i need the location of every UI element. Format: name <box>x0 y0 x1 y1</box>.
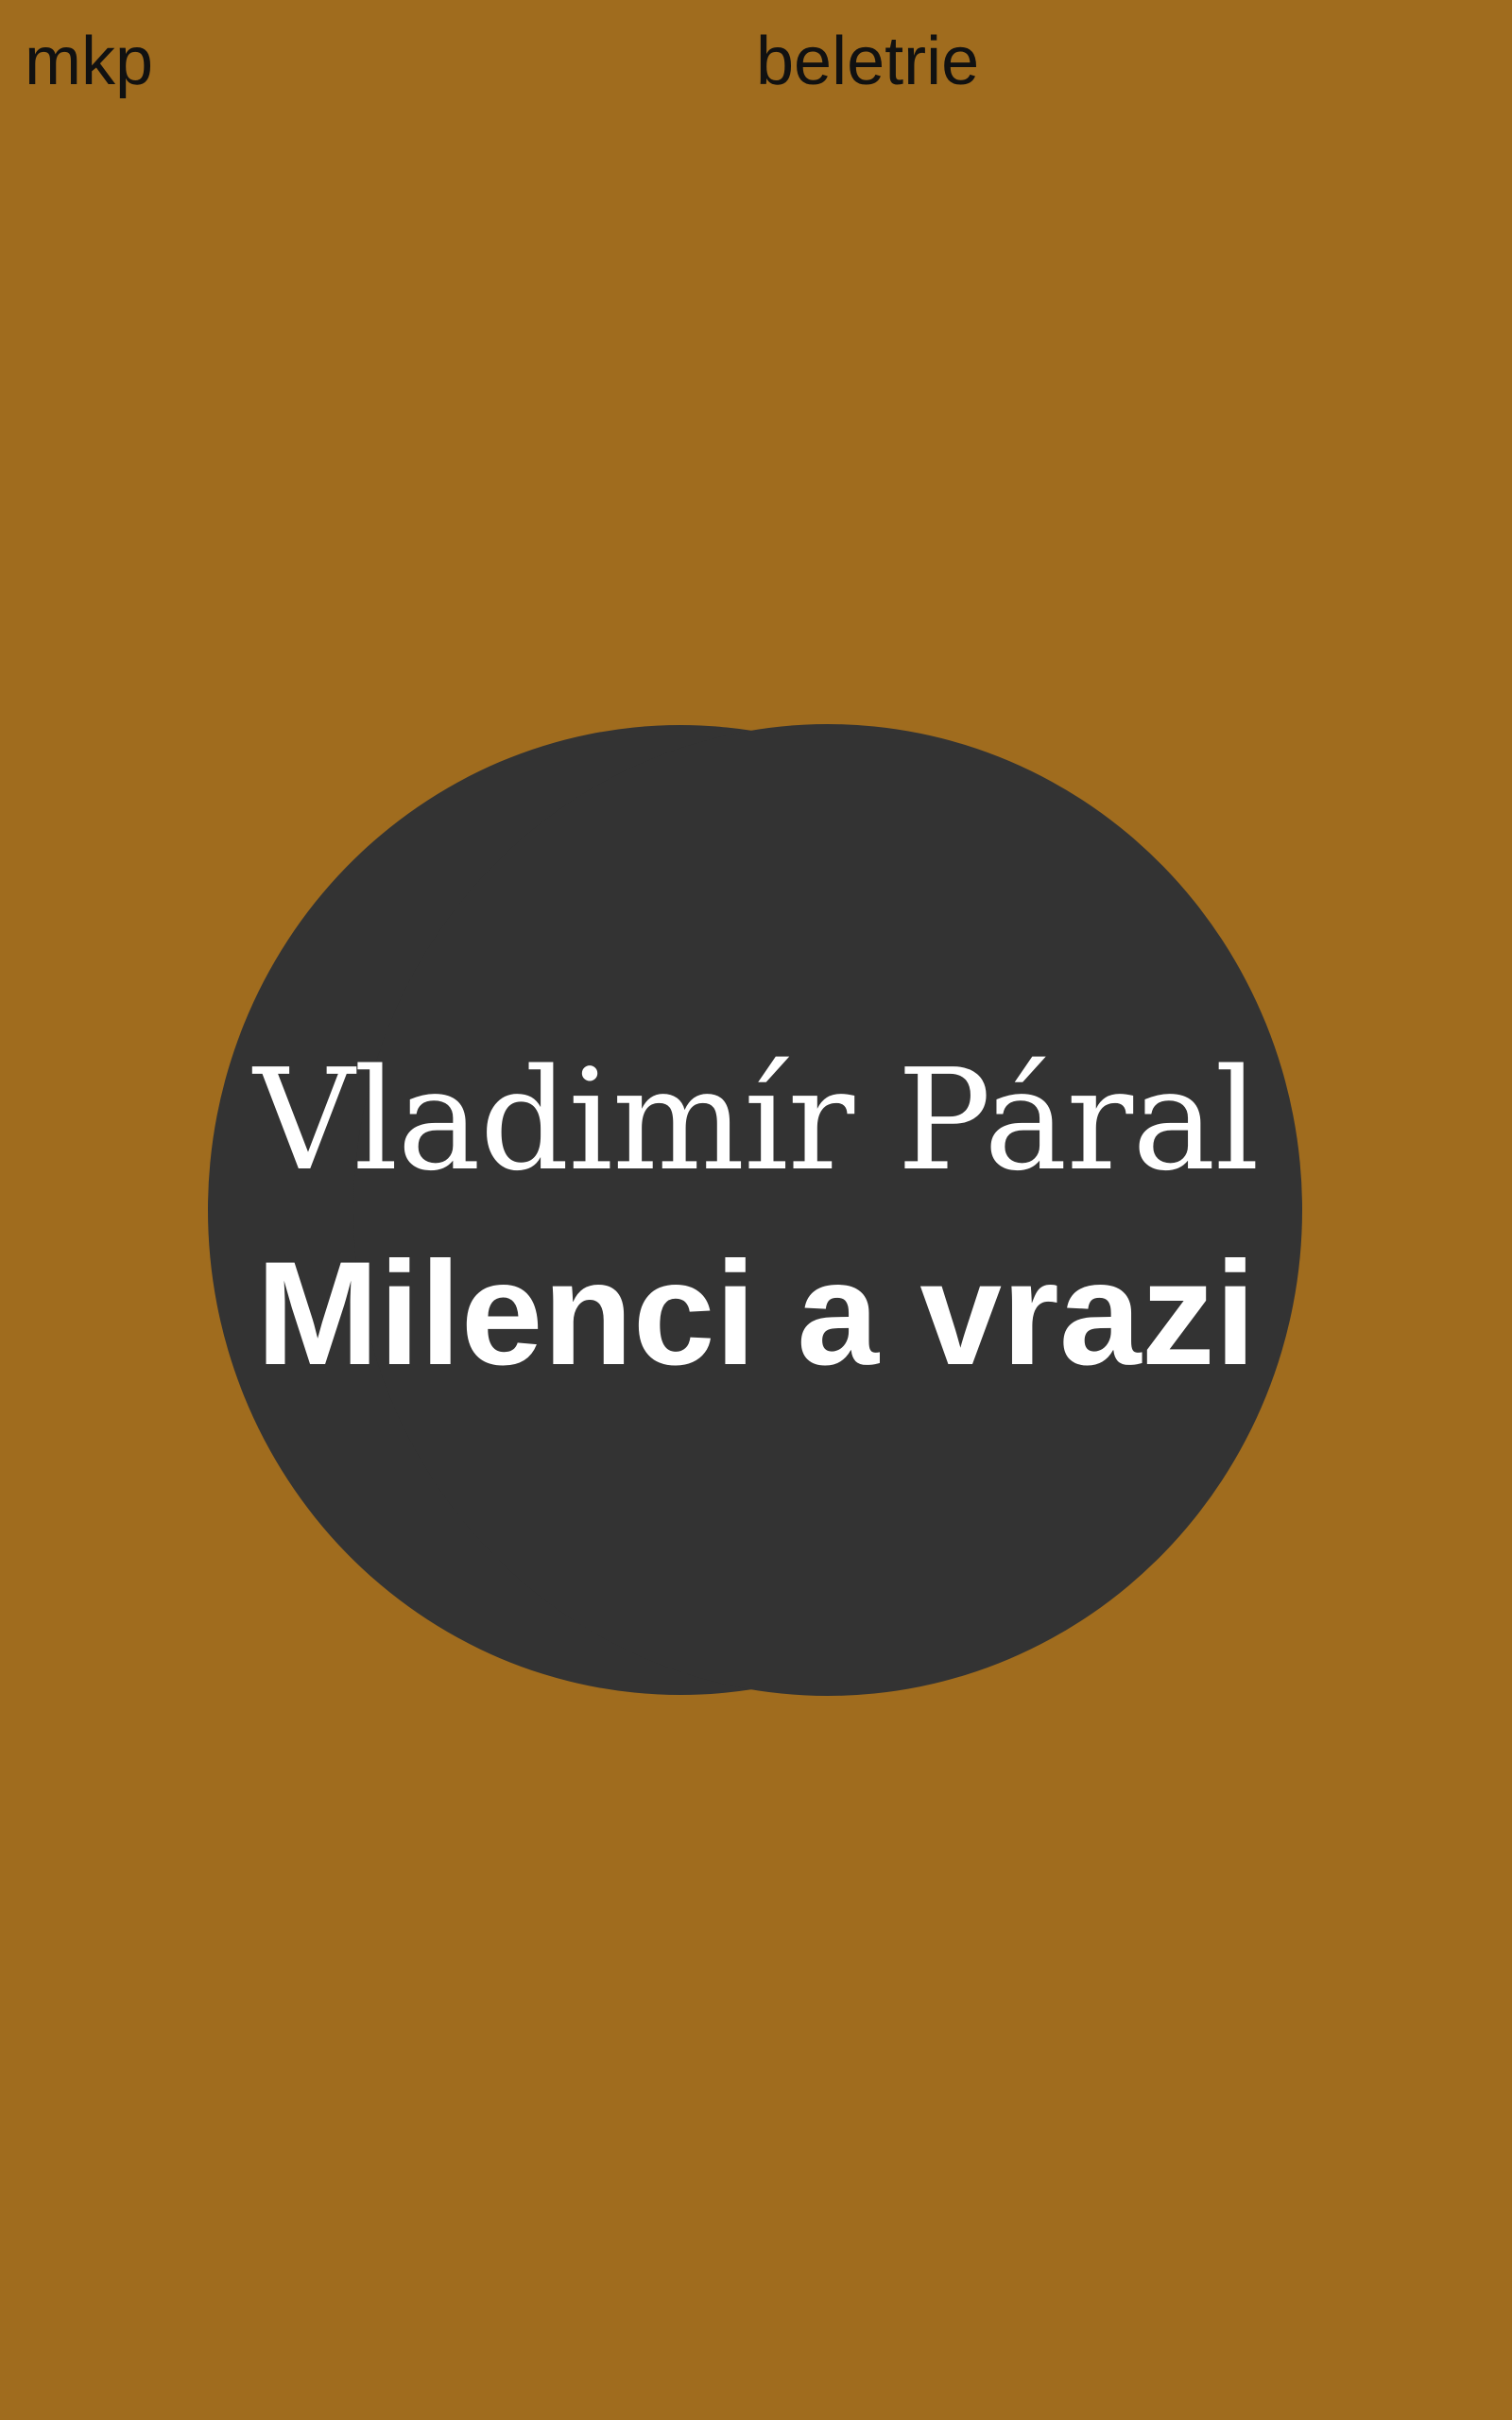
publisher-label: mkp <box>25 24 154 99</box>
dark-circle-right <box>353 724 1302 1696</box>
dark-circle-shape <box>208 724 1302 1696</box>
book-title: Milenci a vrazi <box>256 1232 1256 1396</box>
genre-label: beletrie <box>756 24 980 99</box>
author-name: Vladimír Páral <box>253 1039 1259 1201</box>
